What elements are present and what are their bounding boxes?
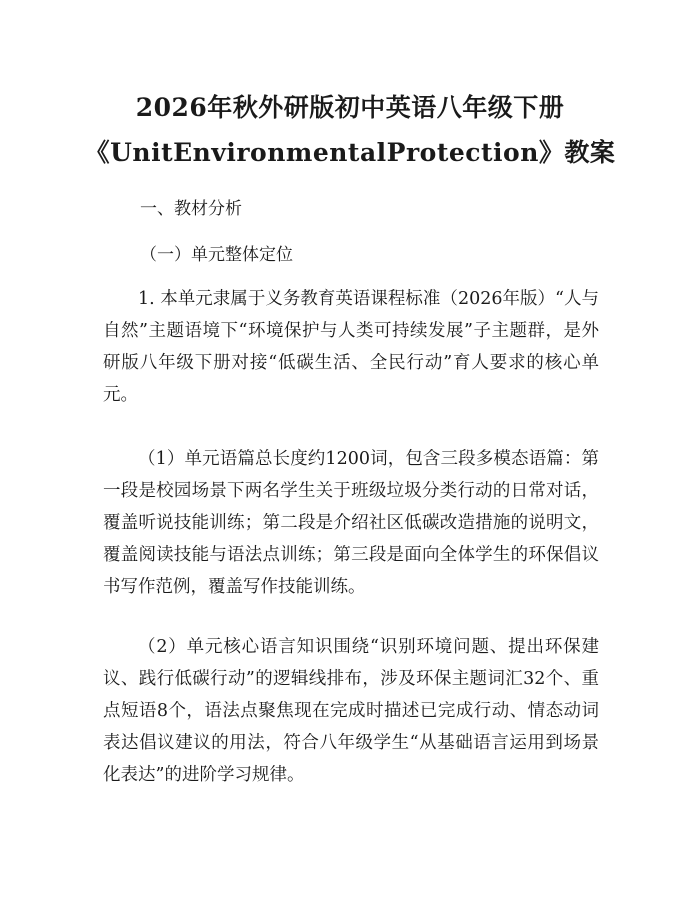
document-title-line-2: 《UnitEnvironmentalProtection》教案 (84, 138, 616, 167)
paragraph-core-language: （2）单元核心语言知识围绕“识别环境问题、提出环保建议、践行低碳行动”的逻辑线排布，涉及环保主题词汇32个、重点短语8个，语法点聚焦现在完成时描述已完成行动、情态动词表达倡议建议的用法，符合八年级学生“从基础语言运用到场景化表达”的进阶学习规律。 (103, 637, 599, 785)
subsection-heading: （一）单元整体定位 (140, 245, 293, 265)
paragraph-unit-texts: （1）单元语篇总长度约1200词，包含三段多模态语篇：第一段是校园场景下两名学生关于班级垃圾分类行动的日常对话，覆盖听说技能训练；第二段是介绍社区低碳改造措施的说明文，覆盖阅读技能与语法点训练；第三段是面向全体学生的环保倡议书写作范例，覆盖写作技能训练。 (103, 449, 599, 597)
paragraph-unit-positioning: 1. 本单元隶属于义务教育英语课程标准（2026年版）“人与自然”主题语境下“环境保护与人类可持续发展”子主题群，是外研版八年级下册对接“低碳生活、全民行动”育人要求的核心单元。 (103, 289, 599, 405)
document-title-line-1: 2026年秋外研版初中英语八年级下册 (135, 93, 565, 122)
section-heading: 一、教材分析 (140, 199, 242, 219)
